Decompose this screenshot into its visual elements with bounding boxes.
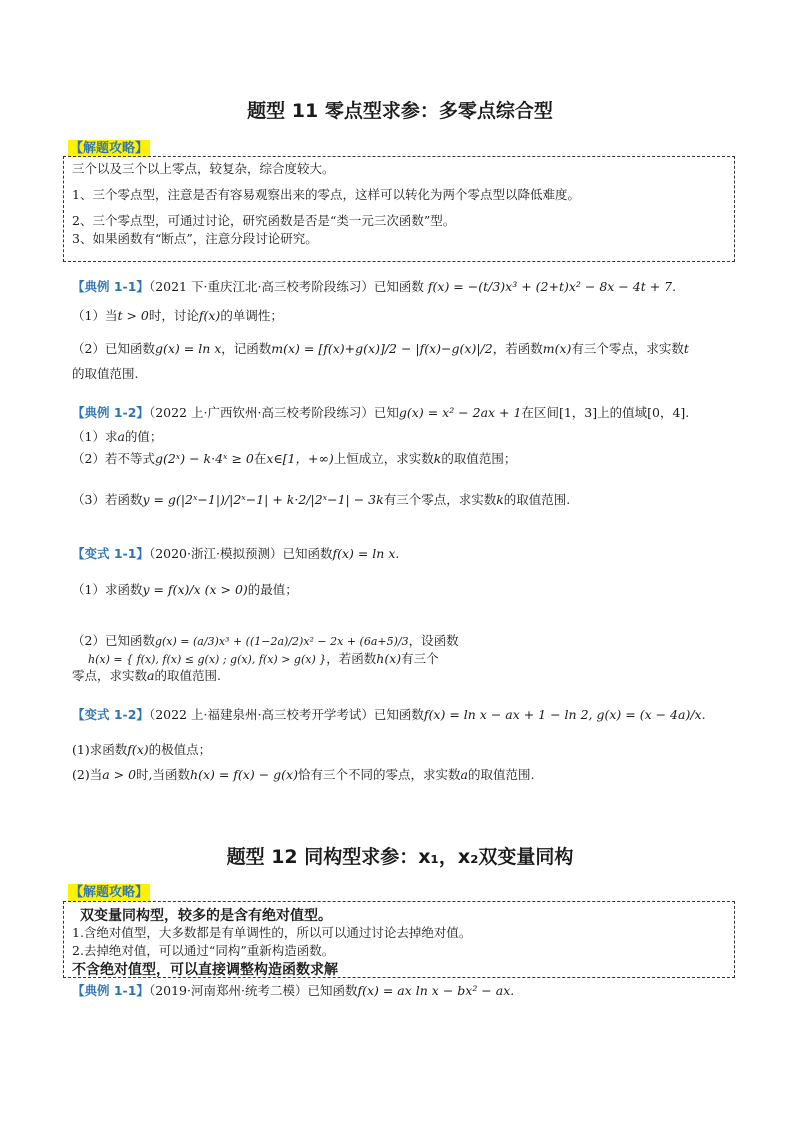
q-math: x∈[1，+∞) [266,451,334,466]
section12-title: 题型 12 同构型求参：x₁，x₂双变量同构 [226,846,574,868]
variant-1-2-q2 [72,767,534,783]
q-math: t [683,341,689,356]
q-text: 有三个零点，求实数 [571,341,684,356]
q-text: (2)当 [72,767,103,782]
q-text: 的取值范围. [154,668,221,683]
q-text: ，若函数 [492,341,543,356]
q-math: y = f(x)/x (x > 0) [142,582,248,597]
strategy-line: 1、三个零点型，注意是否有容易观察出来的零点，这样可以转化为两个零点型以降低难度。 [72,187,580,202]
example-formula: g(x) = x² − 2ax + 1 [398,405,522,420]
example-1-1-q2 [72,341,689,357]
q-text: （2）已知函数 [72,341,155,356]
q-math: y = g(|2ˣ−1|)/|2ˣ−1| + k·2/|2ˣ−1| − 3k [142,492,384,507]
variant-formula: f(x) = ln x − ax + 1 − ln 2, g(x) = (x − 4a)/x. [423,707,706,722]
q-text: （3）若函数 [72,492,143,507]
q-math: f(x) [198,308,221,323]
q-text: （2）已知函数 [72,633,155,648]
q-math: h(x) = f(x) − g(x) [190,767,298,782]
q-text: ，若函数 [326,651,377,666]
q-math: k [496,492,504,507]
q-math: a [147,668,155,683]
variant-label: 【变式 1-2】 [72,707,149,722]
strategy-line: 2、三个零点型，可通过讨论，研究函数是否是“类一元三次函数”型。 [72,213,456,228]
example-label: 【典例 1-2】 [72,405,149,420]
variant-1-2-q1 [72,742,211,758]
example-source: （2019·河南郑州·统考二模）已知函数 [148,983,358,998]
q-text: ，记函数 [221,341,272,356]
strategy-line: 3、如果函数有“断点”，注意分段讨论研究。 [72,231,318,246]
variant-1-1-q2 [72,633,459,650]
strategy-line: 2.去掉绝对值，可以通过“同构”重新构造函数。 [72,943,335,958]
q-math: h(x) = { f(x), f(x) ≤ g(x) ; g(x), f(x) > g(x) } [88,653,327,666]
q-text: 的值； [124,429,163,444]
q-text: （1）当 [72,308,118,323]
q-text: ，设函数 [408,633,459,648]
q-text: 零点，求实数 [72,668,148,683]
example-1-2-q2 [72,451,516,467]
q-math: k [433,451,442,466]
strategy-line: 1.含绝对值型，大多数都是有单调性的，所以可以通过讨论去掉绝对值。 [72,925,472,940]
q-text: 的极值点； [148,742,212,757]
strategy-tag-label: 【解题攻略】 [70,141,149,156]
q-math: m(x) = [f(x)+g(x)]/2 − |f(x)−g(x)|/2 [271,341,493,356]
variant-1-1-q1 [72,582,298,598]
variant-1-2-header [72,707,706,723]
example-1-2-q3 [72,492,570,508]
q-text: 上恒成立，求实数 [333,451,434,466]
q-text: 时，讨论 [148,308,199,323]
q-text: 恰有三个不同的零点，求实数 [297,767,461,782]
q-math: f(x) [127,742,149,757]
q-math: g(x) = ln x [154,341,222,356]
q-math: a [117,429,125,444]
example-1-1-q1 [72,308,283,324]
example-tail: 在区间[1，3]上的值域[0，4]. [521,405,690,420]
example-source: （2021 下·重庆江北·高三校考阶段练习）已知函数 [148,279,424,294]
q-text: (1)求函数 [72,742,128,757]
variant-1-1-q2-tail [72,668,221,684]
strategy-line: 三个以及三个以上零点，较复杂，综合度较大。 [72,161,335,176]
example-1-1-q2-tail: 的取值范围. [72,366,139,381]
example-label: 【典例 1-1】 [72,279,149,294]
q-text: 的单调性； [220,308,283,323]
q-math: g(x) = (a/3)x³ + ((1−2a)/2)x² − 2x + (6a+5)/3 [154,635,409,648]
q-text: （1）求 [72,429,118,444]
variant-source: （2020·浙江·模拟预测）已知函数 [148,546,333,561]
example-1-2-q1 [72,429,162,445]
example-label: 【典例 1-1】 [72,983,149,998]
q-math: g(2ˣ) − k·4ˣ ≥ 0 [154,451,254,466]
section11-strategy-tag [68,137,150,156]
q-text: 时,当函数 [136,767,191,782]
example-formula: f(x) = −(t/3)x³ + (2+t)x² − 8x − 4t + 7. [427,279,677,294]
variant-1-1-q2-piecewise [88,651,439,668]
variant-source: （2022 上·福建泉州·高三校考开学考试）已知函数 [148,707,424,722]
q-text: 的取值范围. [503,492,571,507]
q-math: m(x) [542,341,572,356]
variant-1-1-header [72,546,399,562]
variant-formula: f(x) = ln x. [332,546,400,561]
q-math: t > 0 [117,308,149,323]
section11-title: 题型 11 零点型求参：多零点综合型 [247,100,553,122]
q-text: 的取值范围； [441,451,517,466]
strategy-tag-label: 【解题攻略】 [70,885,149,900]
section12-strategy-tag [68,881,150,900]
q-math: a > 0 [102,767,137,782]
q-text: （1）求函数 [72,582,143,597]
strategy-line: 不含绝对值型，可以直接调整构造函数求解 [72,962,338,978]
q-text: 有三个 [401,651,439,666]
variant-label: 【变式 1-1】 [72,546,149,561]
strategy-line: 双变量同构型，较多的是含有绝对值型。 [80,908,332,924]
example-1-2-header [72,405,689,421]
example-source: （2022 上·广西钦州·高三校考阶段练习）已知 [148,405,399,420]
q-text: 的取值范围. [467,767,535,782]
q-text: （2）若不等式 [72,451,155,466]
s12-example-1-1-header [72,983,514,999]
q-text: 的最值； [247,582,298,597]
q-math: a [460,767,468,782]
q-text: 在 [253,451,267,466]
q-text: 有三个零点，求实数 [383,492,497,507]
q-math: h(x) [376,651,402,666]
example-formula: f(x) = ax ln x − bx² − ax. [357,983,515,998]
example-1-1-header [72,279,676,295]
